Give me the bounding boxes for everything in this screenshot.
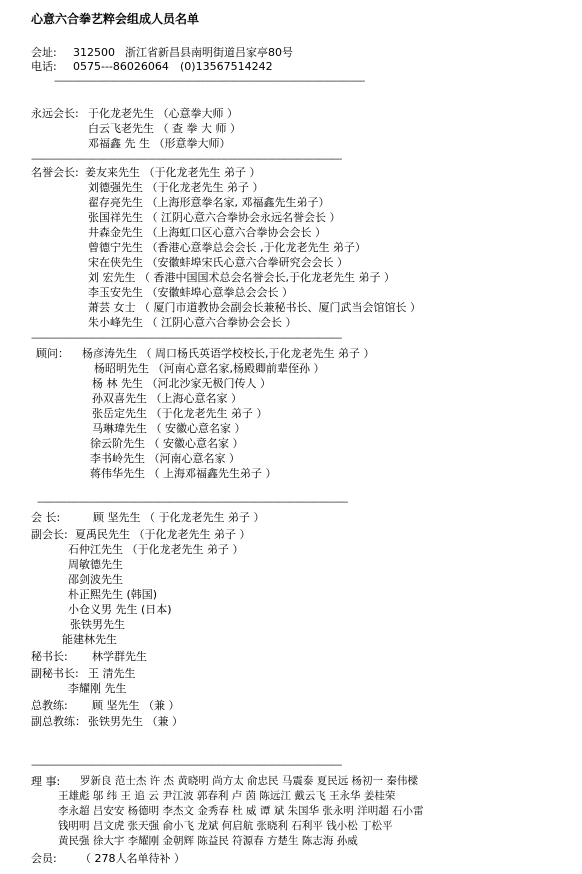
deputy-secretary-row: 王 清先生 (88, 667, 136, 680)
vice-president-row: 石仲江先生 （于化龙老先生 弟子 ） (68, 543, 244, 556)
divider: ----------------------------------------------------------------------------------------------------------------------- (31, 154, 342, 165)
eternal-label: 永远会长: (31, 107, 79, 120)
vice-president-row: 邵剑波先生 (68, 573, 123, 586)
divider: ----------------------------------------------------------------------------------------------------------------------- (31, 333, 342, 344)
advisor-row: 杨彦涛先生 （ 周口杨氏英语学校校长,于化龙老先生 弟子 ） (82, 347, 375, 360)
page-title: 心意六合拳艺粹会组成人员名单 (31, 12, 200, 26)
advisor-row: 李书岭先生 （河南心意名家 ） (90, 452, 240, 465)
vice-president-row: 张铁男先生 (70, 618, 125, 631)
vice-president-row: 小仓义男 先生 (日本) (68, 603, 172, 616)
honorary-row: 朱小峰先生 （ 江阴心意六合拳协会会长 ） (88, 316, 297, 329)
directors-row: 李永超 吕安安 杨德明 李杰文 金秀春 杜 威 谭 斌 朱国华 张永明 洋明超 石小雷 (58, 805, 424, 817)
honorary-row: 萧芸 女士 （ 厦门市道教协会副会长兼秘书长、厦门武当会馆馆长 ） (88, 301, 421, 314)
advisor-row: 蒋伟华先生 （ 上海邓福鑫先生弟子 ） (90, 467, 277, 480)
secretary-text: 林学群先生 (92, 650, 147, 663)
honorary-row: 翟存亮先生 （上海形意拳名家, 邓福鑫先生弟子） (88, 196, 330, 209)
honorary-row: 刘 宏先生 （ 香港中国国术总会名誉会长,于化龙老先生 弟子 ） (88, 271, 395, 284)
honorary-row: 张国祥先生 （ 江阴心意六合拳协会永远名誉会长 ） (88, 211, 341, 224)
vice-president-row: 朴正熙先生 (韩国) (68, 588, 158, 601)
eternal-row: 邓福鑫 先 生 （形意拳大师） (88, 137, 231, 150)
honorary-row: 刘德强先生 （于化龙老先生 弟子 ） (88, 181, 264, 194)
directors-row: 钱明明 吕文虎 张天强 俞小飞 龙斌 何启航 张晓利 石利平 钱小松 丁松平 (58, 820, 393, 832)
honorary-row: 曾德宁先生 （香港心意拳总会会长 ,于化龙老先生 弟子） (88, 241, 366, 254)
vice-president-row: 周敏德先生 (68, 558, 123, 571)
phone-landline: 0575---86026064 (73, 60, 169, 73)
advisor-row: 张岳定先生 （于化龙老先生 弟子 ） (92, 407, 268, 420)
divider: ----------------------------------------------------------------------------------------------------------------------- (37, 497, 348, 508)
vice-president-row: 能建林先生 (62, 633, 117, 646)
honorary-label: 名誉会长: (31, 166, 79, 179)
president-text: 顾 坚先生 （ 于化龙老先生 弟子 ） (93, 511, 265, 524)
deputy-head-coach-text: 张铁男先生 （兼 ） (88, 715, 183, 728)
honorary-row: 井森金先生 （上海虹口区心意六合拳协会会长 ） (88, 226, 326, 239)
directors-row: 罗新良 范士杰 许 杰 黄晓明 尚方太 俞忠民 马震泰 夏民远 杨初一 秦伟樑 (80, 775, 418, 787)
honorary-row: 姜友来先生 （于化龙老先生 弟子 ） (85, 166, 261, 179)
members-label: 会员: (31, 852, 57, 865)
address-postcode: 312500 (73, 46, 115, 59)
honorary-row: 宋在侠先生 （安徽蚌埠宋氏心意六合拳研究会会长 ） (88, 256, 348, 269)
address-label: 会址: (31, 46, 57, 59)
divider: ----------------------------------------------------------------------------------------------------------------------- (31, 760, 342, 771)
deputy-head-coach-label: 副总教练： (31, 715, 86, 728)
directors-row: 黄民强 徐大宇 李耀刚 金朝辉 陈益民 符源春 方楚生 陈志海 孙威 (58, 835, 358, 847)
divider: ----------------------------------------------------------------------------------------------------------------------- (54, 76, 365, 87)
deputy-secretary-row: 李耀刚 先生 (68, 682, 127, 695)
head-coach-label: 总教练: (31, 699, 68, 712)
president-label: 会 长: (31, 511, 61, 524)
directors-row: 王雄彪 邬 纬 王 追 云 尹江波 郭春利 卢 茵 陈远江 戴云飞 王永华 姜桂荣 (58, 790, 396, 802)
advisor-row: 孙双喜先生 （上海心意名家 ） (92, 392, 242, 405)
eternal-row: 于化龙老先生 （心意拳大师 ） (88, 107, 238, 120)
honorary-row: 李玉安先生 （安徽蚌埠心意拳总会会长 ） (88, 286, 293, 299)
phone-label: 电话: (31, 60, 57, 73)
advisor-row: 杨 林 先生 （河北沙家无极门传人 ） (92, 377, 271, 390)
advisors-label: 顾问： (36, 347, 69, 360)
directors-label: 理 事: (31, 775, 61, 788)
advisor-row: 马琳瑋先生 （ 安徽心意名家 ） (92, 422, 246, 435)
phone-mobile: (0)13567514242 (180, 60, 273, 73)
vice-presidents-label: 副会长: (31, 528, 68, 541)
secretary-label: 秘书长: (31, 650, 68, 663)
eternal-row: 白云飞老先生 （ 查 拳 大 师 ） (88, 122, 241, 135)
head-coach-text: 顾 坚先生 （兼 ） (92, 699, 180, 712)
vice-president-row: 夏禹民先生 （于化龙老先生 弟子 ） (75, 528, 251, 541)
advisor-row: 徐云阶先生 （ 安徽心意名家 ） (90, 437, 244, 450)
address-text: 浙江省新昌县南明街道吕家亭80号 (125, 46, 293, 59)
advisor-row: 杨昭明先生 （河南心意名家,杨殿卿前辈侄孙 ） (94, 362, 325, 375)
members-text: （ 278人名单待补 ） (80, 852, 185, 865)
deputy-secretary-label: 副秘书长: (31, 667, 79, 680)
